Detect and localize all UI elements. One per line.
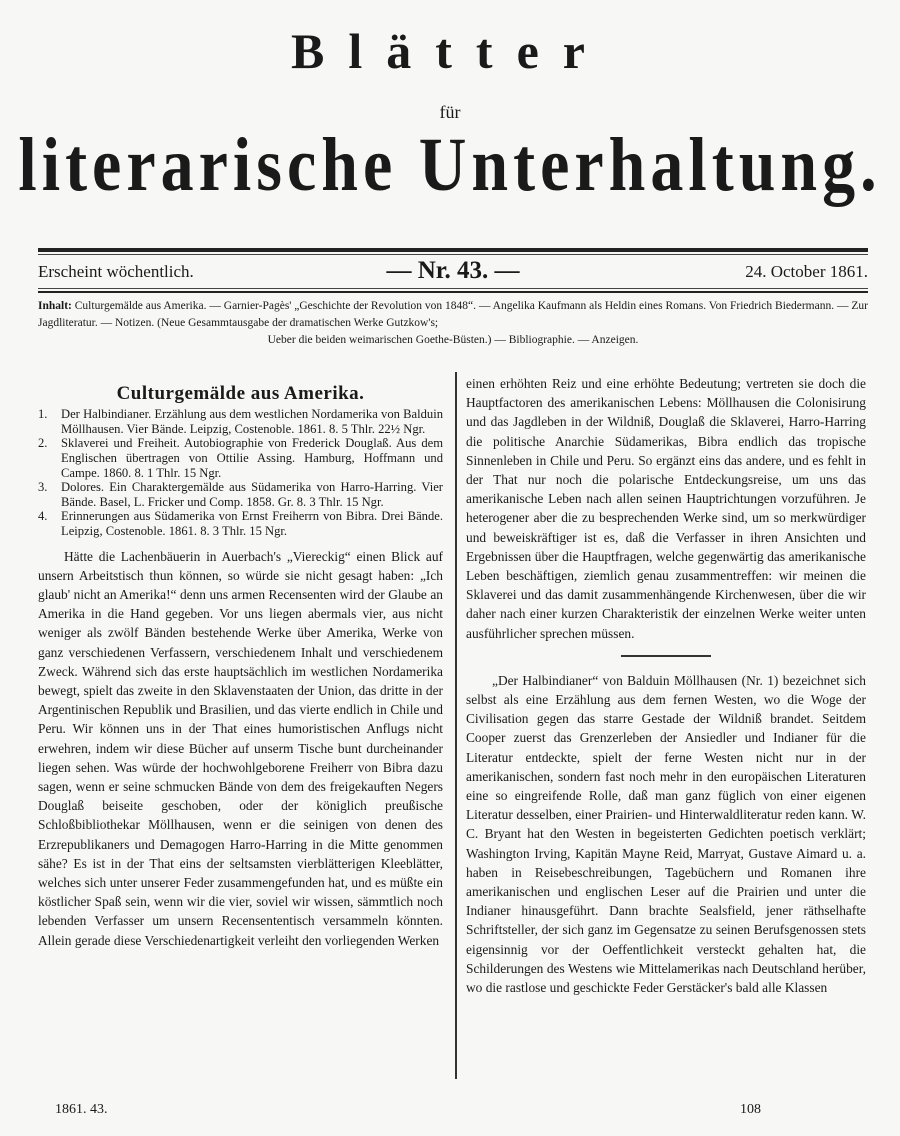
rule-mid-thin bbox=[38, 288, 868, 289]
footer-year-issue: 1861. 43. bbox=[55, 1102, 108, 1117]
column-divider bbox=[455, 372, 457, 1079]
masthead-subtitle: literarische Unterhaltung. bbox=[18, 123, 882, 208]
rule-mid-thick bbox=[38, 291, 868, 293]
section-divider bbox=[621, 655, 711, 657]
right-column bbox=[466, 374, 866, 997]
bibliography-item: 2. Sklaverei und Freiheit. Autobiographie von Frederick Douglaß. Aus dem Englischen übertragen von Ottilie Assing. Hamburg, Hoffmann und Campe. 1860. 8. 1 Thlr. 15 Ngr. bbox=[38, 436, 443, 480]
left-column bbox=[38, 378, 443, 950]
rule-top-thick bbox=[38, 248, 868, 252]
article-paragraph: Hätte die Lachenbäuerin in Auerbach's „Viereckig“ einen Blick auf unsern Arbeitstisch thun können, so würde sie nicht gesagt haben: „Ich glaub' nicht an Amerika!“ denn uns armen Recensenten wird der Glaube an Amerika in die Hand gegeben. Vor uns liegen abermals vier, aus nicht weniger als zwölf Bänden bestehende Werke über Amerika, Werke von ganz verschiedenen Verfassern, verschiedenem Inhalt und verschiedenem Zweck. Während sich das erste hauptsächlich im westlichen Nordamerika bewegt, spielt das zweite in den Sklavenstaaten der Union, das dritte in der Argentinischen Republik und Brasilien, und das vierte endlich in Chile und Peru. Wir können uns in der That eines humoristischen Anflugs nicht erwehren, indem wir diese Bücher auf unserm Tische bunt durcheinander liegen sehen. Was würde der hochwohlgeborene Freiherr von Bibra dazu sagen, wenn er seine schmucken Bände von dem des freigekauften Negers Douglaß beiseite geschoben, oder der königlich preußische Schloßbibliothekar Möllhausen, wenn er die seinigen von denen des Erzrepublikaners und Demagogen Harro-Harring in die Mitte genommen sähe? Es ist in der That eins der seltsamsten vierblätterigen Kleeblätter, welches sich unter unserer Feder zusammengefunden hat, und es müßte ein köstlicher Spaß sein, wenn wir die vier, soviel wir wissen, sämmtlich noch lebenden Verfasser um unsern Recensententisch versammeln könnten. Allein gerade diese Verschiedenartigkeit verleiht den vorliegenden Werken bbox=[38, 548, 443, 948]
publication-frequency: Erscheint wöchentlich. bbox=[38, 262, 194, 281]
contents-label: Inhalt: bbox=[38, 300, 72, 312]
contents-line-last: Ueber die beiden weimarischen Goethe-Büsten.) — Bibliographie. — Anzeigen. bbox=[267, 334, 639, 346]
bibliography-list bbox=[38, 407, 443, 538]
bibliography-item: 4. Erinnerungen aus Südamerika von Ernst Freiherrn von Bibra. Drei Bände. Leipzig, Costenoble. 1861. 8. 3 Thlr. 15 Ngr. bbox=[38, 509, 443, 538]
article-paragraph: einen erhöhten Reiz und eine erhöhte Bedeutung; vertreten sie doch die Hauptfactoren des amerikanischen Lebens: Möllhausen die Colonisirung und das Jagdleben in der Wildniß, Douglaß die Sklaverei, Harro-Harring die politische Anarchie Südamerikas, Bibra endlich das tropische Sinnenleben in Chile und Peru. So ergänzt eins das andere, und es fehlt in der That nur noch die polarische Entdeckungsreise, um uns das amerikanische Leben nach allen seinen Hauptrichtungen vorzuführen. Je heterogener aber die zu besprechenden Werke sind, um so merkwürdiger und beweiskräftiger ist es, daß die Verfasser in ihren Ansichten und Ergebnissen über die Hauptfragen, welche gegenwärtig das amerikanische Leben beschäftigen, ziemlich genau zusammentreffen: wir meinen die Sklaverei und das damit zusammenhängende Kirchenwesen, über die wir daher nach einer kurzen Charakteristik der einzelnen Werke weiter unten ausführlicher sprechen müssen. bbox=[466, 376, 866, 641]
bibliography-item: 3. Dolores. Ein Charaktergemälde aus Südamerika von Harro-Harring. Vier Bände. Basel, L. Fricker und Comp. 1858. Gr. 8. 3 Thlr. 15 Ngr. bbox=[38, 480, 443, 509]
article-paragraph: „Der Halbindianer“ von Balduin Möllhausen (Nr. 1) bezeichnet sich selbst als eine Erzählung aus dem fernen Westen, wo die Woge der Civilisation gegen das starre Gestade der Wildniß brandet. Seitdem Cooper zuerst das Grenzerleben der Ansiedler und Indianer für die Literatur entdeckte, spielt der ferne Westen nicht nur in der amerikanischen, sondern fast noch mehr in den europäischen Literaturen eine so eingreifende Rolle, daß man ganz füglich von einer eigenen Literatur desselben, einer Prairien- und Hinterwaldliteratur reden kann. W. C. Bryant hat den Westen in begeisterten Gedichten poetisch verklärt; Washington Irving, Kapitän Mayne Reid, Marryat, Gustave Aimard u. a. haben in Reisebeschreibungen, Tagebüchern und Romanen ihre amerikanischen und englischen Leser auf die Prairien und unter die Indianer hinausgeführt. Dann brachte Sealsfield, jener räthselhafte Schriftsteller, der sich ganz im Gegensatze zu seinen Berufsgenossen stets eigensinnig vor der Oeffentlichkeit versteckt gehalten hat, die Schilderungen des Westens wie Mittelamerikas nach Deutschland herüber, wo die rastlose und geschickte Feder Gerstäcker's bald alle Klassen bbox=[466, 672, 866, 996]
contents-line: Culturgemälde aus Amerika. — Garnier-Pagès' „Geschichte der Revolution von 1848“. — Angelika Kaufmann als Heldin eines Romans. Von Friedrich Biedermann. — Zur Jagdliteratur. — Notizen. (Neue Gesammtausgabe der dramatischen Werke Gutzkow's; bbox=[38, 300, 868, 329]
table-of-contents bbox=[38, 298, 868, 349]
page-number: 108 bbox=[740, 1102, 761, 1117]
masthead-title: Blätter bbox=[291, 23, 609, 79]
rule-top-thin bbox=[38, 254, 868, 255]
bibliography-item: 1. Der Halbindianer. Erzählung aus dem westlichen Nordamerika von Balduin Möllhausen. Vier Bände. Leipzig, Costenoble. 1861. 8. 5 Thlr. 22½ Ngr. bbox=[38, 407, 443, 436]
issue-line bbox=[38, 257, 868, 286]
issue-date: 24. October 1861. bbox=[745, 262, 868, 281]
masthead-fuer: für bbox=[439, 102, 461, 122]
article-heading: Culturgemälde aus Amerika. bbox=[116, 383, 365, 404]
issue-number: — Nr. 43. — bbox=[386, 257, 520, 284]
